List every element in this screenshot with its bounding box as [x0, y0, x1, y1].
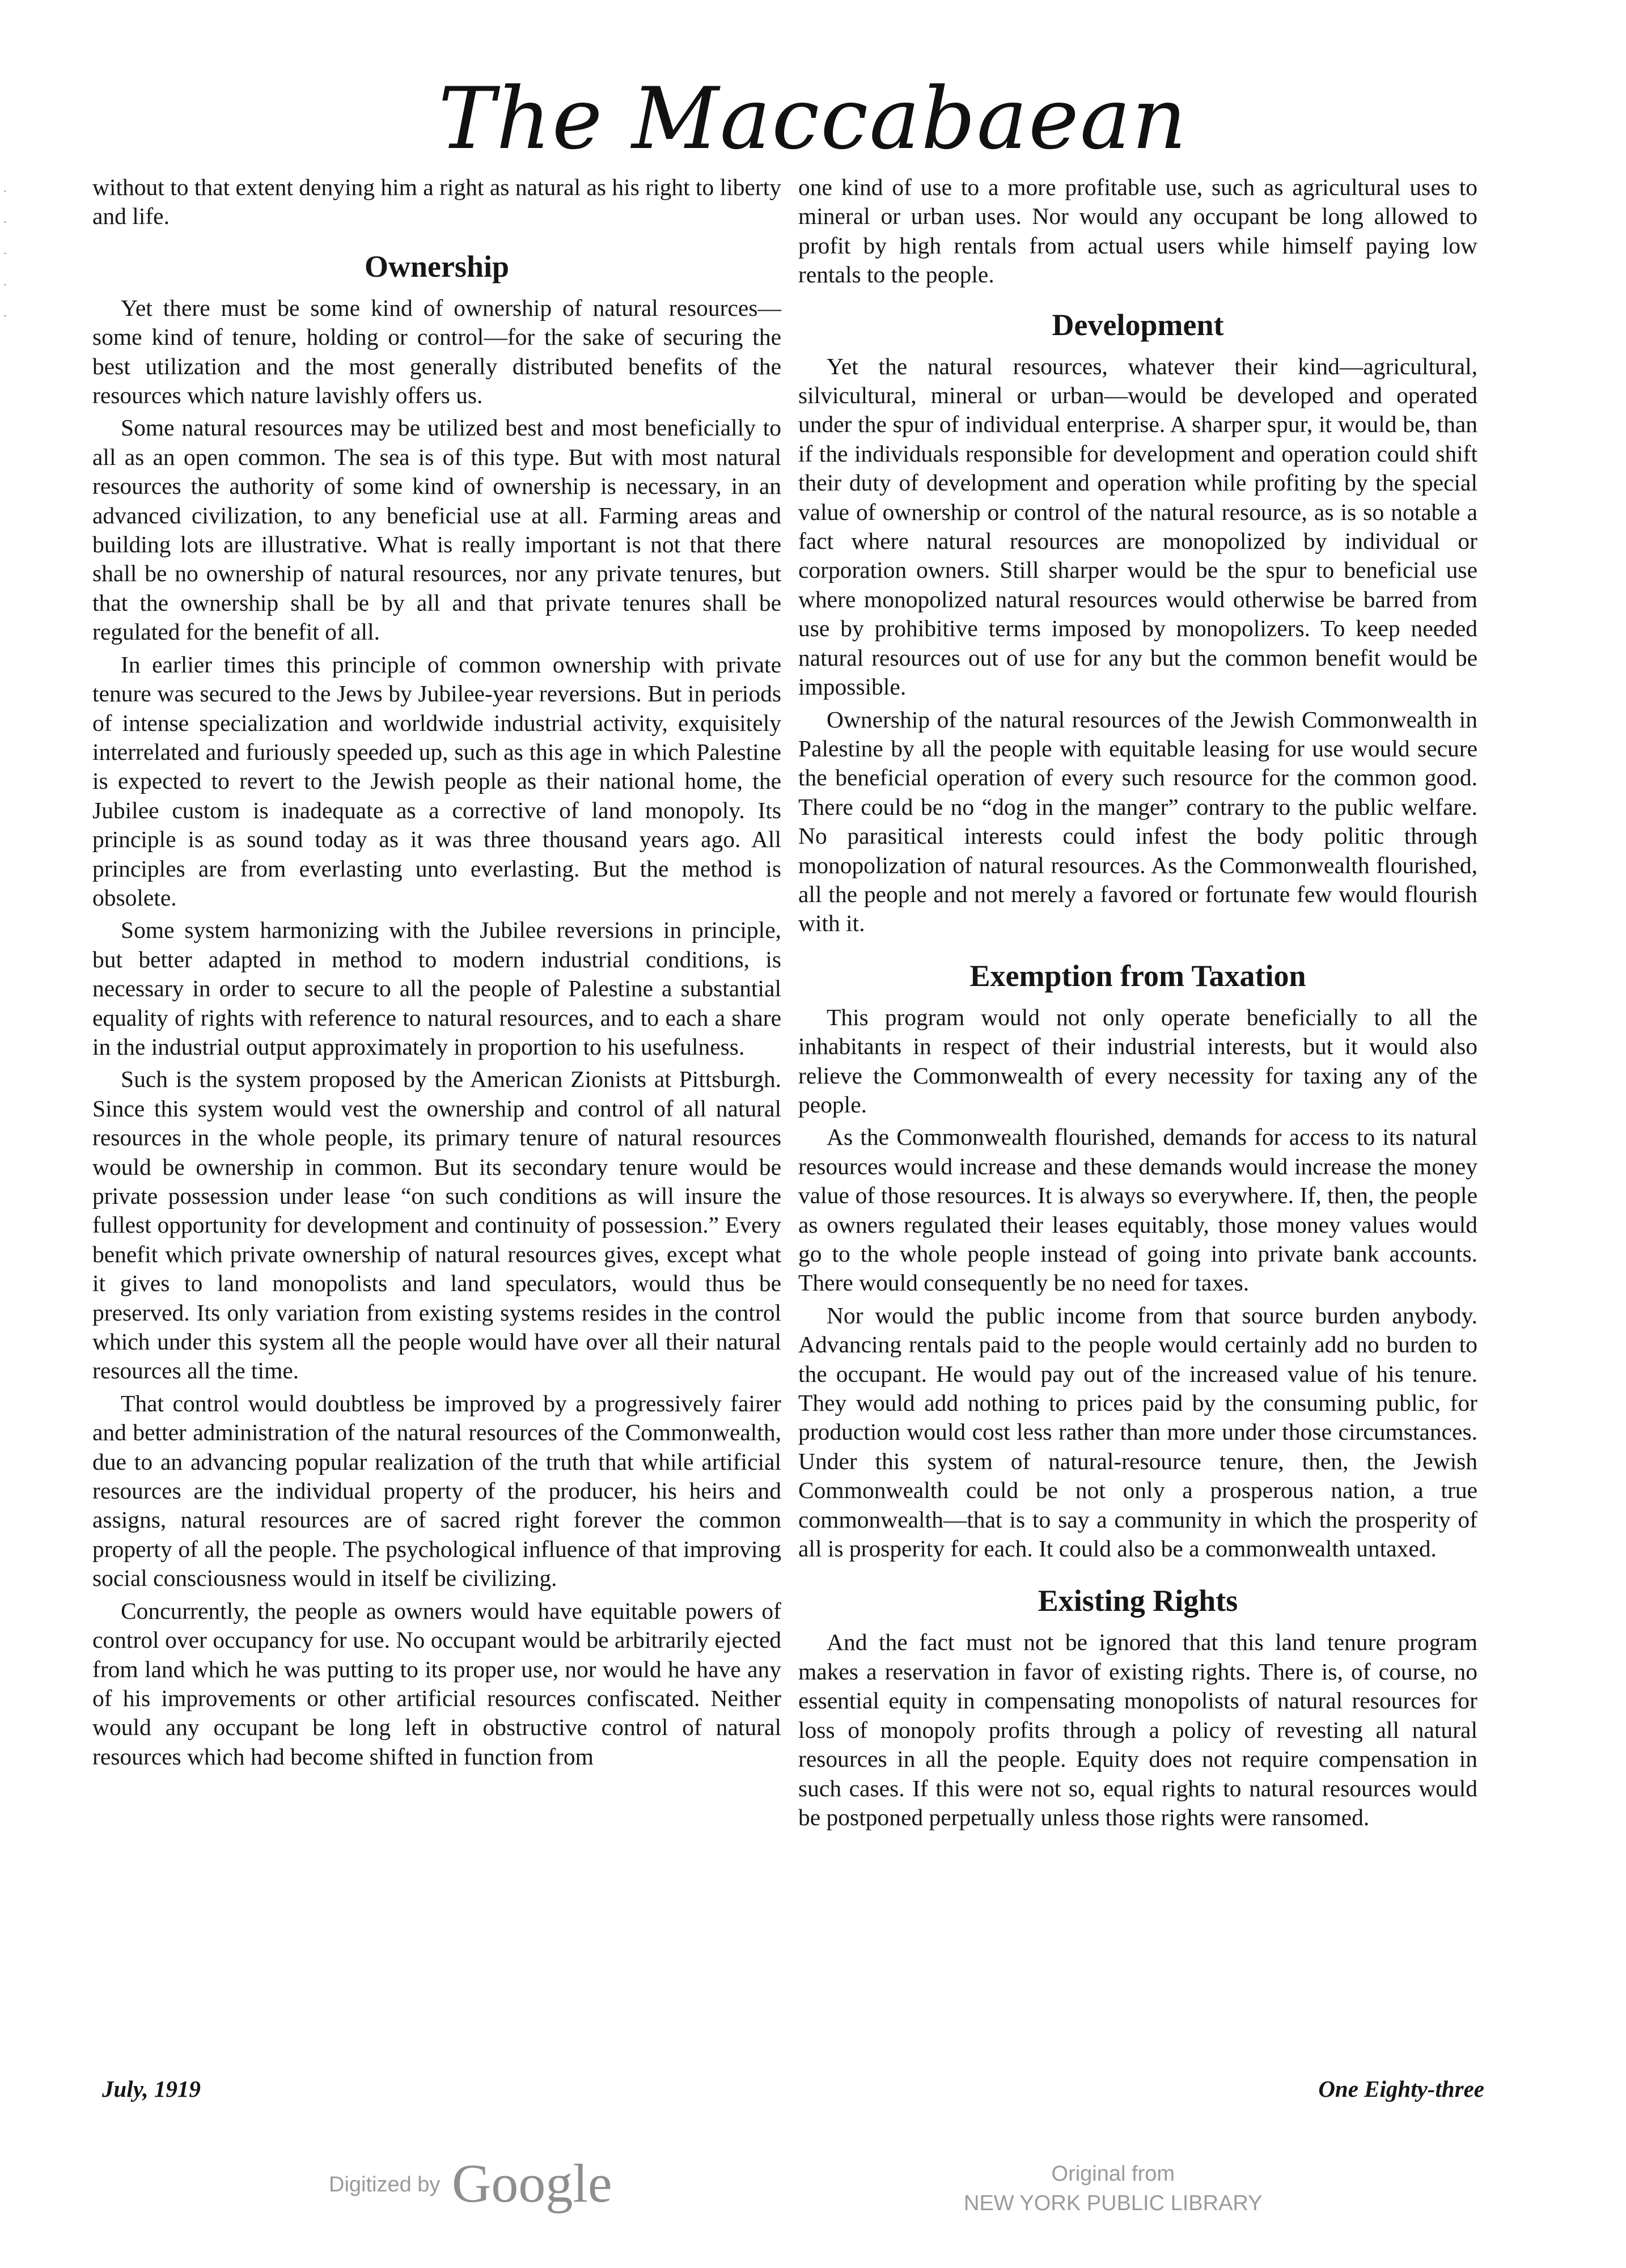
- paragraph: And the fact must not be ignored that this land tenure program makes a reservation in favor of existing rights. There is, of course, no essential equity in compensating monopolists of natural resources for loss of monopoly profits through a policy of revesting all natural resources in all the people. Equity does not require compensation in such cases. If this were not so, equal rights to natural resources would be postponed perpetually unless those rights were ransomed.: [798, 1629, 1477, 1830]
- paragraph: As the Commonwealth flourished, demands for access to its natural resources would increase and these demands would increase the money value of those resources. It is always so everywhere. If, then, the people as owners regulated their leases equitably, those money values would go to the whole people instead of going into private bank accounts. There would consequently be no need for taxes.: [798, 1124, 1477, 1296]
- paragraph: Some natural resources may be utilized best and most beneficially to all as an open common. The sea is of this type. But with most natural resources the authority of some kind of ownership is necessary, in an advanced civilization, to any beneficial use at all. Farming areas and building lots are illustrative. What is really important is not that there shall be no ownership of natural resources, nor any private tenures, but that the ownership shall be by all and that private tenures shall be regulated for the benefit of all.: [92, 414, 781, 645]
- paragraph: one kind of use to a more profitable use, such as agricultural uses to mineral or urban uses. Nor would any occupant be long allowed to profit by high rentals from actual users while himself paying low rentals to the people.: [798, 174, 1477, 288]
- digitized-by-watermark: [329, 2152, 612, 2215]
- left-column: [92, 173, 781, 1771]
- paragraph: Such is the system proposed by the American Zionists at Pittsburgh. Since this system would vest the ownership and control of all natural resources in the whole people, its primary tenure of natural resources would be ownership in common. But its secondary tenure would be private possession under lease “on such conditions as will insure the fullest opportunity for development and continuity of possession.” Every benefit which private ownership of natural resources gives, except what it gives to land monopolists and land speculators, would thus be preserved. Its only variation from existing systems resides in the control which under this system all the people would have over all their natural resources all the time.: [92, 1066, 781, 1384]
- paragraph: Yet the natural resources, whatever their kind—agricultural, silvicultural, mineral or urban—would be developed and operated under the spur of individual enterprise. A sharper spur, it would be, than if the individuals responsible for development and operation could shift their duty of development and operation while profiting by the special value of ownership or control of the natural resource, as is so notable a fact where natural resources are monopolized by individual or corporation owners. Still sharper would be the spur to beneficial use where monopolized natural resources would otherwise be barred from use by prohibitive terms imposed by monopolizers. To keep needed natural resources out of use for any but the common benefit would be impossible.: [798, 353, 1477, 700]
- original-from-label: Original from: [1051, 2162, 1175, 2186]
- paragraph: This program would not only operate beneficially to all the inhabitants in respect of their industrial interests, but it would also relieve the Commonwealth of every necessity for taxing any of the people.: [798, 1004, 1477, 1118]
- footer-page-number: One Eighty-three: [1318, 2076, 1484, 2102]
- paragraph: Ownership of the natural resources of the Jewish Commonwealth in Palestine by all the people with equitable leasing for use would secure the beneficial operation of every such resource for the common good. There could be no “dog in the manger” contrary to the public welfare. No parasitical interests could infest the body politic through monopolization of natural resources. As the Commonwealth flourished, all the people and not merely a favored or fortunate few would flourish with it.: [798, 706, 1477, 937]
- section-heading-exemption: Exemption from Taxation: [969, 958, 1306, 993]
- margin-marks: · · · · ·: [3, 185, 7, 321]
- paragraph: Some system harmonizing with the Jubilee reversions in principle, but better adapted in method to modern industrial conditions, is necessary in order to secure to all the people of Palestine a substantial equality of rights with reference to natural resources, and to each a share in the industrial output approximately in proportion to his usefulness.: [92, 917, 781, 1060]
- paragraph: That control would doubtless be improved by a progressively fairer and better administration of the natural resources of the Commonwealth, due to an advancing popular realization of the truth that while artificial resources are the individual property of the producer, his heirs and assigns, natural resources are of sacred right forever the common property of all the people. The psychological influence of that improving social consciousness would in itself be civilizing.: [92, 1390, 781, 1592]
- masthead-title: The Maccabaean: [438, 70, 1188, 168]
- paragraph: without to that extent denying him a right as natural as his right to liberty and life.: [92, 174, 781, 230]
- digitized-by-label: Digitized by: [329, 2173, 441, 2197]
- right-column: [798, 173, 1477, 1832]
- section-heading-ownership: Ownership: [364, 249, 510, 284]
- section-heading-existing-rights: Existing Rights: [1038, 1584, 1238, 1618]
- original-from-watermark: [964, 2159, 1263, 2218]
- footer-date: July, 1919: [102, 2076, 201, 2102]
- paragraph: Nor would the public income from that source burden anybody. Advancing rentals paid to the people would certainly add no burden to the occupant. He would pay out of the increased value of his tenure. They would add nothing to prices paid by the consuming public, for production would cost less rather than more under those circumstances. Under this system of natural-resource tenure, then, the Jewish Commonwealth could be not only a prosperous nation, a true commonwealth—that is to say a community in which the prosperity of all is prosperity for each. It could also be a commonwealth untaxed.: [798, 1302, 1477, 1562]
- library-name: NEW YORK PUBLIC LIBRARY: [964, 2191, 1263, 2215]
- section-heading-development: Development: [1052, 307, 1224, 342]
- masthead: [0, 54, 1626, 184]
- google-logo: Google: [451, 2153, 612, 2214]
- paragraph: In earlier times this principle of common ownership with private tenure was secured to the Jews by Jubilee-year reversions. But in periods of intense specialization and worldwide industrial activity, exquisitely interrelated and furiously speeded up, such as this age in which Palestine is expected to revert to the Jewish people as their national home, the Jubilee custom is inadequate as a corrective of land monopoly. Its principle is as sound today as it was three thousand years ago. All principles are from everlasting unto everlasting. But the method is obsolete.: [92, 651, 781, 911]
- paragraph: Yet there must be some kind of ownership of natural resources—some kind of tenure, holding or control—for the sake of securing the best utilization and the most generally distributed benefits of the resources which nature lavishly offers us.: [92, 294, 781, 409]
- paragraph: Concurrently, the people as owners would have equitable powers of control over occupancy for use. No occupant would be arbitrarily ejected from land which he was putting to its proper use, nor would he have any of his improvements or other artificial resources confiscated. Neither would any occupant be long left in obstructive control of natural resources which had become shifted in function from: [92, 1597, 781, 1770]
